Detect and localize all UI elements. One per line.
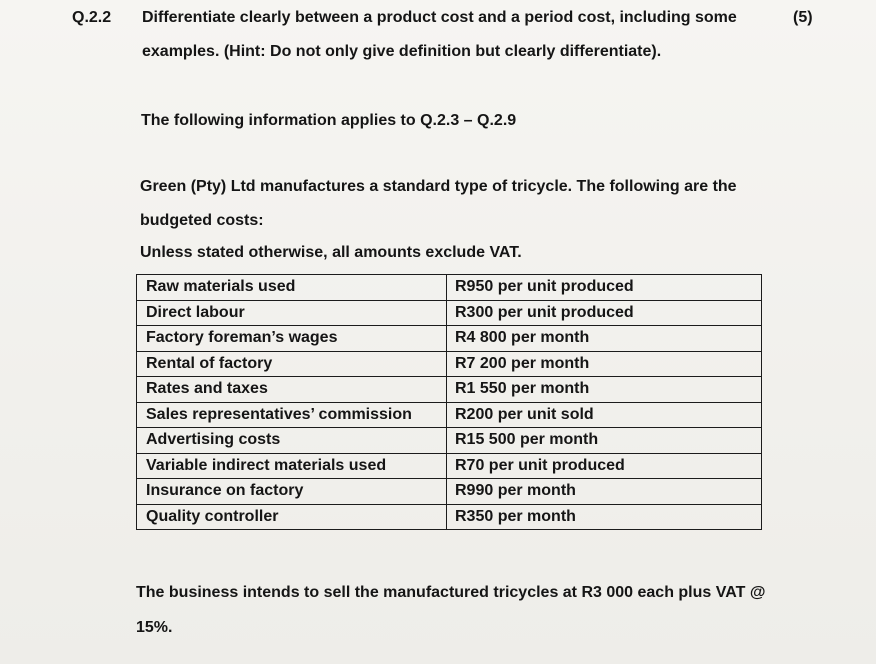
cost-amount: R15 500 per month (447, 428, 762, 454)
question-number: Q.2.2 (72, 9, 112, 26)
cost-item: Variable indirect materials used (137, 453, 447, 479)
intro-line-1: Green (Pty) Ltd manufactures a standard type of tricycle. The following are the (140, 178, 737, 195)
table-row (137, 275, 762, 301)
closing-line-2: 15%. (136, 619, 173, 636)
question-text-line-2: examples. (Hint: Do not only give definition but clearly differentiate). (142, 43, 662, 60)
info-heading: The following information applies to Q.2.3 – Q.2.9 (141, 112, 517, 129)
table-row (137, 453, 762, 479)
cost-item: Raw materials used (137, 275, 447, 301)
cost-item: Rental of factory (137, 351, 447, 377)
cost-amount: R990 per month (447, 479, 762, 505)
table-row (137, 351, 762, 377)
table-row (137, 326, 762, 352)
cost-table (136, 274, 762, 530)
question-text-line-1: Differentiate clearly between a product cost and a period cost, including some (142, 9, 737, 26)
cost-item: Insurance on factory (137, 479, 447, 505)
cost-item: Sales representatives’ commission (137, 402, 447, 428)
table-row (137, 479, 762, 505)
cost-amount: R7 200 per month (447, 351, 762, 377)
intro-line-3: Unless stated otherwise, all amounts exclude VAT. (140, 244, 522, 261)
table-row (137, 377, 762, 403)
cost-amount: R1 550 per month (447, 377, 762, 403)
cost-amount: R300 per unit produced (447, 300, 762, 326)
cost-amount: R950 per unit produced (447, 275, 762, 301)
cost-amount: R200 per unit sold (447, 402, 762, 428)
table-row (137, 402, 762, 428)
cost-item: Advertising costs (137, 428, 447, 454)
cost-item: Direct labour (137, 300, 447, 326)
intro-line-2: budgeted costs: (140, 212, 264, 229)
cost-item: Rates and taxes (137, 377, 447, 403)
table-row (137, 504, 762, 530)
cost-amount: R350 per month (447, 504, 762, 530)
table-row (137, 300, 762, 326)
cost-amount: R4 800 per month (447, 326, 762, 352)
table-row (137, 428, 762, 454)
cost-amount: R70 per unit produced (447, 453, 762, 479)
question-marks: (5) (793, 9, 813, 26)
closing-line-1: The business intends to sell the manufactured tricycles at R3 000 each plus VAT @ (136, 584, 766, 601)
cost-item: Factory foreman’s wages (137, 326, 447, 352)
cost-item: Quality controller (137, 504, 447, 530)
